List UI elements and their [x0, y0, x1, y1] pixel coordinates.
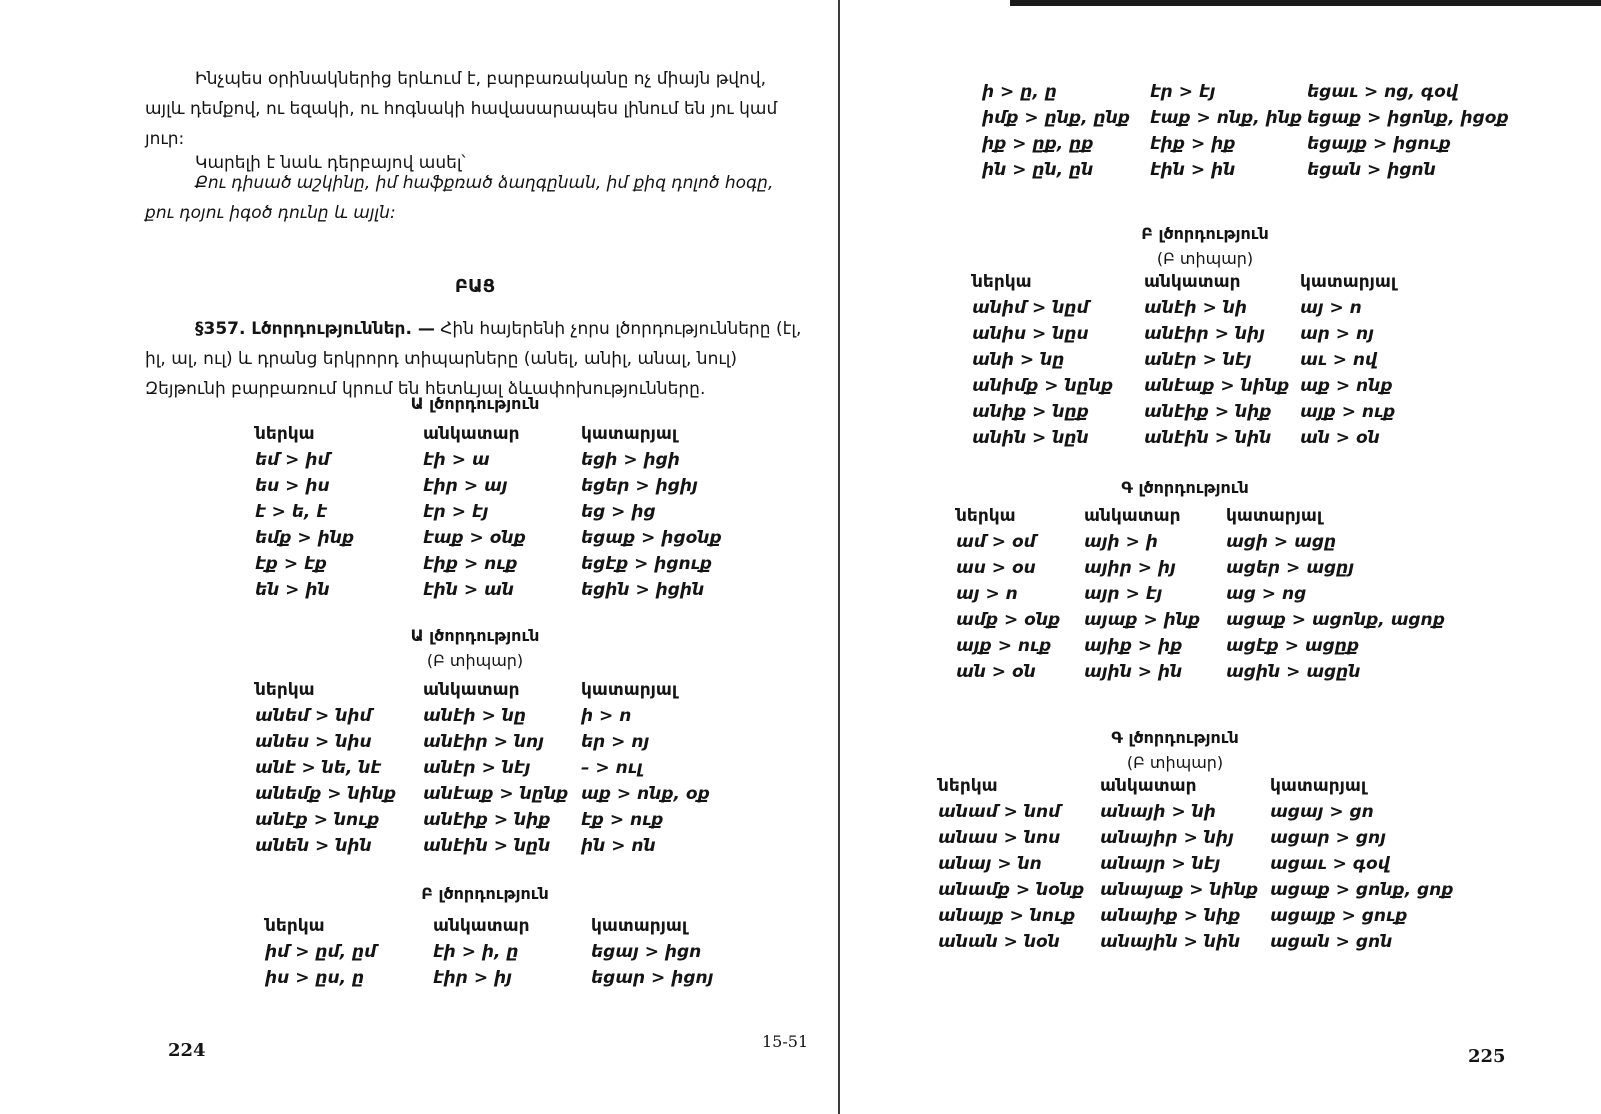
page-number: 224 [168, 1040, 206, 1061]
header-imperfect: անկատար [423, 680, 520, 700]
header-aorist: կատարյալ [1300, 272, 1397, 292]
paragraph-participle: Կարելի է նաև դերբայով ասել՝ [195, 153, 466, 173]
table-cell: էաք > ոնք, ինք [1150, 108, 1303, 128]
table-cell: անեն > նին [255, 836, 372, 856]
column-imperfect [423, 680, 568, 862]
table-cell: անէաք > նինք [1144, 376, 1290, 396]
header-present: ներկա [972, 272, 1032, 292]
table-cell: անէի > նի [1144, 298, 1248, 318]
section-number: §357. Լծորդություններ. — [195, 319, 435, 339]
table-cell: ին > ոն [581, 836, 656, 856]
table-cell: եցար > իցոյ [591, 968, 714, 988]
table-cell: իմք > ընք, ընք [982, 108, 1130, 128]
table-cell: եցին > իցին [581, 580, 705, 600]
table-cell: անիմ > նըմ [972, 298, 1089, 318]
header-present: ներկա [265, 916, 325, 936]
header-present: ներկա [938, 776, 998, 796]
column-imperfect [1144, 272, 1289, 454]
table-cell: անիք > նըք [972, 402, 1089, 422]
table-cell: անեմք > նինք [255, 784, 397, 804]
table-cell: ի > ը, ը [982, 82, 1057, 102]
column-imperfect [1100, 776, 1258, 958]
table-cell: ացին > ացըն [1226, 662, 1361, 682]
header-present: ներկա [255, 680, 315, 700]
table-title: Բ լծորդություն [1141, 224, 1269, 243]
table-title: Գ լծորդություն [1121, 478, 1249, 497]
table-cell: անէին > նին [1144, 428, 1272, 448]
table-subtitle: (Բ տիպար) [1126, 753, 1224, 772]
column-present [255, 680, 396, 862]
table-cell: էի > ա [423, 450, 490, 470]
table-cell: էիր > իյ [433, 968, 512, 988]
header-aorist: կատարյալ [581, 424, 678, 444]
table-cell: իս > ըս, ը [265, 968, 365, 988]
table-cell: ին > ըն, ըն [982, 160, 1094, 180]
table-cell: անամ > նոմ [938, 802, 1061, 822]
table-cell: աւ > ով [1300, 350, 1378, 370]
header-imperfect: անկատար [1100, 776, 1197, 796]
header-aorist: կատարյալ [591, 916, 688, 936]
table-cell: անայ > նո [938, 854, 1042, 874]
table-cell: էի > ի, ը [433, 942, 519, 962]
table-subtitle: (Բ տիպար) [1156, 249, 1254, 268]
table-cell: եմ > իմ [255, 450, 330, 470]
table-cell: ացայք > ցուք [1270, 906, 1408, 926]
column-imperfect [1150, 82, 1302, 186]
header-imperfect: անկատար [423, 424, 520, 444]
table-cell: էր > էյ [423, 502, 489, 522]
table-cell: անի > նը [972, 350, 1065, 370]
header-imperfect: անկատար [1084, 506, 1181, 526]
column-present [938, 776, 1084, 958]
table-cell: էին > ան [423, 580, 514, 600]
column-present [972, 272, 1113, 454]
header-aorist: կատարյալ [1226, 506, 1323, 526]
table-cell: եր > ոյ [581, 732, 650, 752]
table-cell: անէր > նէյ [1144, 350, 1252, 370]
table-cell: անէիր > նիյ [1144, 324, 1265, 344]
table-cell: անէի > նը [423, 706, 527, 726]
table-cell: այք > ուք [1300, 402, 1396, 422]
table-cell: անէր > նէյ [423, 758, 531, 778]
column-aorist [1226, 506, 1445, 688]
table-cell: էր > էյ [1150, 82, 1216, 102]
table-cell: ամք > օնք [956, 610, 1061, 630]
paragraph-intro: Ինչպես օրինակներից երևում է, բարբառականը ոչ միայն թվով, այլև դեմքով, ու եզակի, ու հոգնակի հավասարապես լինում են յու կամ յուր: [145, 69, 778, 149]
table-title: Ա լծորդություն [410, 394, 540, 413]
header-imperfect: անկատար [433, 916, 530, 936]
table-cell: էաք > օնք [423, 528, 526, 548]
table-cell: ացէք > ացըք [1226, 636, 1360, 656]
table-cell: այ > ո [1300, 298, 1362, 318]
table-cell: այիր > իյ [1084, 558, 1176, 578]
table-cell: աց > ոց [1226, 584, 1307, 604]
header-present: ներկա [255, 424, 315, 444]
table-cell: ան > օն [1300, 428, 1380, 448]
table-cell: եցայ > իցո [591, 942, 702, 962]
table-cell: այք > ուք [956, 636, 1052, 656]
right-page [840, 0, 1601, 1114]
column-present [255, 424, 354, 606]
table-cell: էին > ին [1150, 160, 1236, 180]
column-aorist [1300, 272, 1396, 454]
column-imperfect [423, 424, 526, 606]
column-aorist [581, 680, 710, 862]
table-cell: աք > ոնք [1300, 376, 1393, 396]
table-cell: անիս > նըս [972, 324, 1089, 344]
table-cell: – > ուլ [581, 758, 643, 778]
table-cell: այ > ո [956, 584, 1018, 604]
table-cell: անայք > նուք [938, 906, 1076, 926]
table-cell: եցաք > իցօնք [581, 528, 722, 548]
table-cell: այր > էյ [1084, 584, 1163, 604]
table-cell: անայր > նէյ [1100, 854, 1221, 874]
table-cell: անամք > նօնք [938, 880, 1085, 900]
table-cell: եց > ից [581, 502, 656, 522]
table-cell: այի > ի [1084, 532, 1158, 552]
table-cell: անին > նըն [972, 428, 1089, 448]
table-cell: իմ > ըմ, ըմ [265, 942, 377, 962]
table-cell: անէիք > նիք [1144, 402, 1272, 422]
table-cell: անէ > նե, նէ [255, 758, 382, 778]
table-cell: ացայ > ցո [1270, 802, 1374, 822]
table-cell: անաս > նոս [938, 828, 1061, 848]
table-cell: եցեր > իցիյ [581, 476, 698, 496]
table-title: Գ լծորդություն [1111, 728, 1239, 747]
table-cell: անային > նին [1100, 932, 1241, 952]
column-aorist [591, 916, 713, 994]
table-cell: եցայք > իցուք [1307, 134, 1451, 154]
table-cell: անէին > նըն [423, 836, 551, 856]
table-cell: էիր > այ [423, 476, 508, 496]
table-cell: իք > ըք, ըք [982, 134, 1094, 154]
column-present [956, 506, 1060, 688]
table-cell: ացար > ցոյ [1270, 828, 1386, 848]
table-cell: ացաւ > գօվ [1270, 854, 1390, 874]
header-present: ներկա [956, 506, 1016, 526]
table-cell: ան > օն [956, 662, 1036, 682]
table-cell: եցաւ > ոց, գօվ [1307, 82, 1458, 102]
table-cell: ամ > օմ [956, 532, 1036, 552]
table-cell: անայաք > նինք [1100, 880, 1259, 900]
table-cell: եմք > ինք [255, 528, 355, 548]
table-cell: ի > ո [581, 706, 632, 726]
header-aorist: կատարյալ [581, 680, 678, 700]
table-cell: անեմ > նիմ [255, 706, 372, 726]
paragraph-conjugations [145, 314, 805, 404]
column-present [982, 82, 1130, 186]
column-imperfect [1084, 506, 1200, 688]
table-cell: անէիք > նիք [423, 810, 551, 830]
table-cell: էք > էք [255, 554, 327, 574]
paragraph-body: Հին հայերենի չորս լծորդությունները (էլ, իլ, ալ, ուլ) և դրանց երկրորդ տիպարները (անել, անիլ, անալ, նուլ) Զեյթունի բարբառում կրում են հետևյալ ձևափոխությունները. [145, 319, 802, 399]
table-cell: եցէք > իցուք [581, 554, 712, 574]
table-cell: ես > իս [255, 476, 330, 496]
table-cell: աք > ոնք, օք [581, 784, 710, 804]
table-cell: էիք > իք [1150, 134, 1236, 154]
table-cell: եցան > իցոն [1307, 160, 1436, 180]
table-cell: անայիր > նիյ [1100, 828, 1234, 848]
table-cell: են > ին [255, 580, 330, 600]
page-number: 225 [1468, 1046, 1506, 1067]
signature-mark: 15-51 [762, 1032, 809, 1051]
table-cell: ացան > ցոն [1270, 932, 1393, 952]
table-cell: անիմք > նընք [972, 376, 1114, 396]
table-cell: այիք > իք [1084, 636, 1183, 656]
table-cell: եցի > իցի [581, 450, 680, 470]
table-cell: այաք > ինք [1084, 610, 1201, 630]
table-cell: անես > նիս [255, 732, 372, 752]
table-cell: անան > նօն [938, 932, 1060, 952]
paragraph-example: Քու դիսած աշկինը, իմ հաֆքռած ձաղգընան, իմ քիզ դոլոծ հօգը, քու դօյու իգօծ դունը և այլն: [145, 173, 774, 223]
table-title: Բ լծորդություն [421, 884, 549, 903]
table-cell: ային > ին [1084, 662, 1183, 682]
table-title: Ա լծորդություն [410, 626, 540, 645]
table-cell: է > ե, է [255, 502, 327, 522]
table-cell: անէաք > նընք [423, 784, 569, 804]
table-cell: աս > օս [956, 558, 1036, 578]
header-imperfect: անկատար [1144, 272, 1241, 292]
section-heading: ԲԱՑ [454, 276, 496, 297]
table-cell: ացեր > ացըյ [1226, 558, 1355, 578]
table-cell: ացաք > ացոնք, ացոք [1226, 610, 1445, 630]
column-present [265, 916, 376, 994]
column-imperfect [433, 916, 530, 994]
column-aorist [1307, 82, 1509, 186]
table-cell: էք > ուք [581, 810, 664, 830]
header-aorist: կատարյալ [1270, 776, 1367, 796]
table-cell: էիք > ուք [423, 554, 518, 574]
table-cell: եցաք > իցոնք, իցօք [1307, 108, 1509, 128]
table-cell: ար > ոյ [1300, 324, 1374, 344]
column-aorist [1270, 776, 1453, 958]
table-cell: անէք > նուք [255, 810, 380, 830]
table-cell: ացի > ացը [1226, 532, 1337, 552]
table-subtitle: (Բ տիպար) [426, 651, 524, 670]
column-aorist [581, 424, 722, 606]
table-cell: ացաք > ցոնք, ցոք [1270, 880, 1454, 900]
table-cell: անայիք > նիք [1100, 906, 1241, 926]
table-cell: անայի > նի [1100, 802, 1216, 822]
table-cell: անէիր > նոյ [423, 732, 544, 752]
